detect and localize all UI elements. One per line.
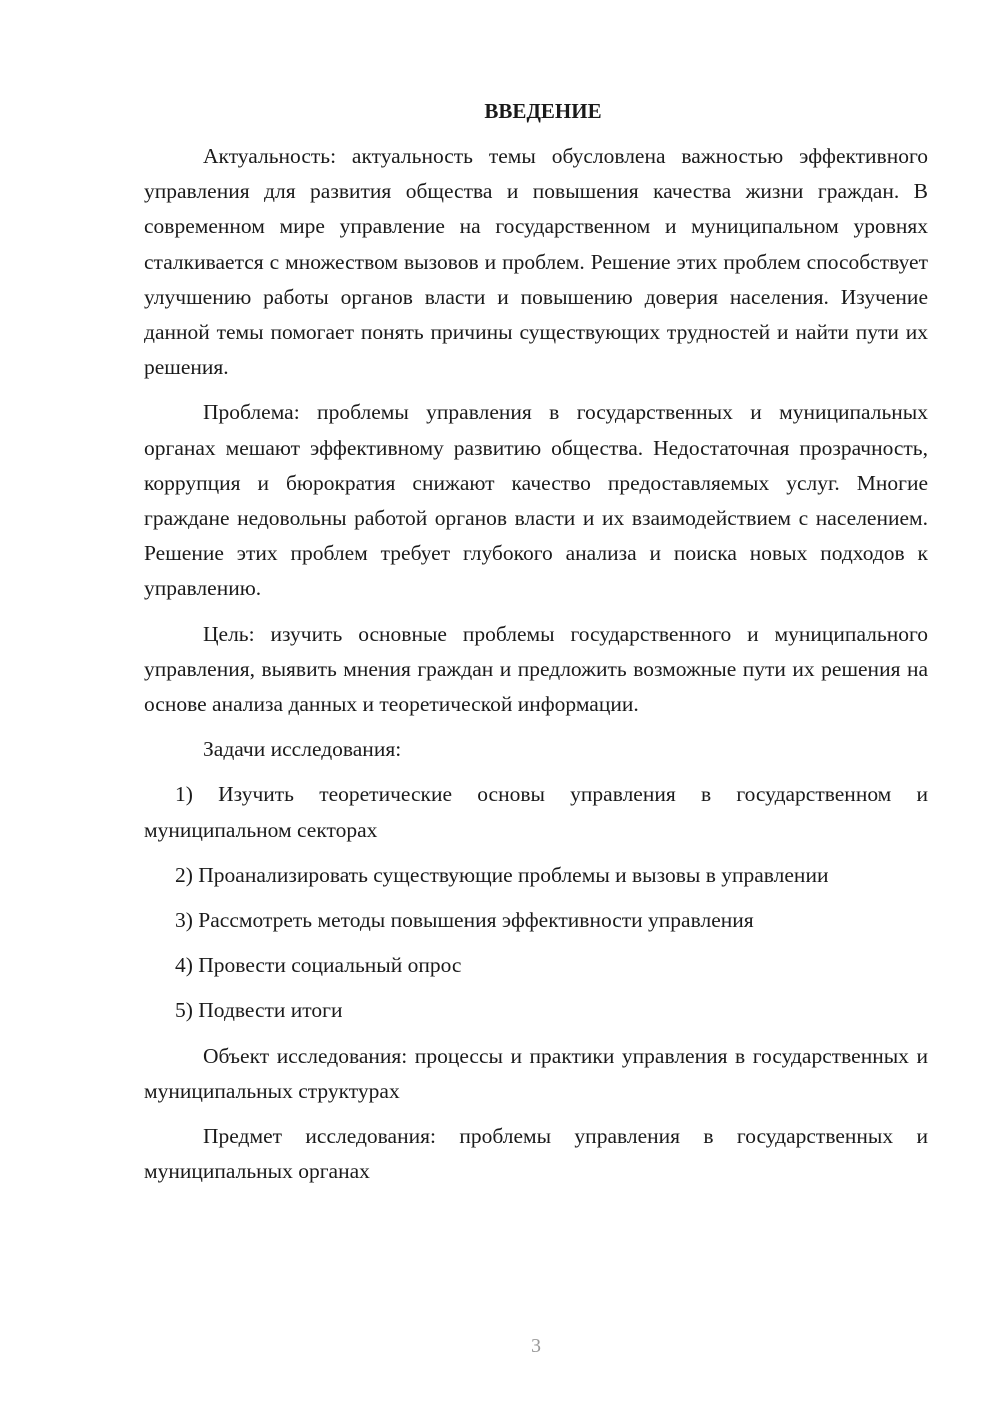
paragraph-goal: Цель: изучить основные проблемы государственного и муниципального управления, выявить мнения граждан и предложить возможные пути их решения на основе анализа данных и теоретической информации. xyxy=(144,621,928,717)
page-number: 3 xyxy=(531,1335,541,1357)
document-page xyxy=(144,96,928,1199)
paragraph-object: Объект исследования: процессы и практики управления в государственных и муниципальных структурах xyxy=(144,1043,928,1103)
task-item-5: 5) Подвести итоги xyxy=(175,998,343,1023)
task-item-4: 4) Провести социальный опрос xyxy=(175,953,462,978)
task-item-1: 1) Изучить теоретические основы управления в государственном и муниципальном секторах xyxy=(144,782,928,842)
paragraph-problem: Проблема: проблемы управления в государственных и муниципальных органах мешают эффективному развитию общества. Недостаточная прозрачность, коррупция и бюрократия снижают качество предоставляемых услуг. Многие граждане недовольны работой органов власти и их взаимодействием с населением. Решение этих проблем требует глубокого анализа и поиска новых подходов к управлению. xyxy=(144,400,928,601)
paragraph-tasks-heading: Задачи исследования: xyxy=(203,737,402,762)
paragraph-relevance: Актуальность: актуальность темы обусловлена важностью эффективного управления для развития общества и повышения качества жизни граждан. В современном мире управление на государственном и муниципальном уровнях сталкивается с множеством вызовов и проблем. Решение этих проблем способствует улучшению работы органов власти и повышению доверия населения. Изучение данной темы помогает понять причины существующих трудностей и найти пути их решения. xyxy=(144,144,928,380)
task-item-3: 3) Рассмотреть методы повышения эффективности управления xyxy=(175,908,754,933)
task-item-2: 2) Проанализировать существующие проблемы и вызовы в управлении xyxy=(175,862,829,887)
section-title: ВВЕДЕНИЕ xyxy=(484,99,602,123)
paragraph-subject: Предмет исследования: проблемы управления в государственных и муниципальных органах xyxy=(144,1124,928,1184)
